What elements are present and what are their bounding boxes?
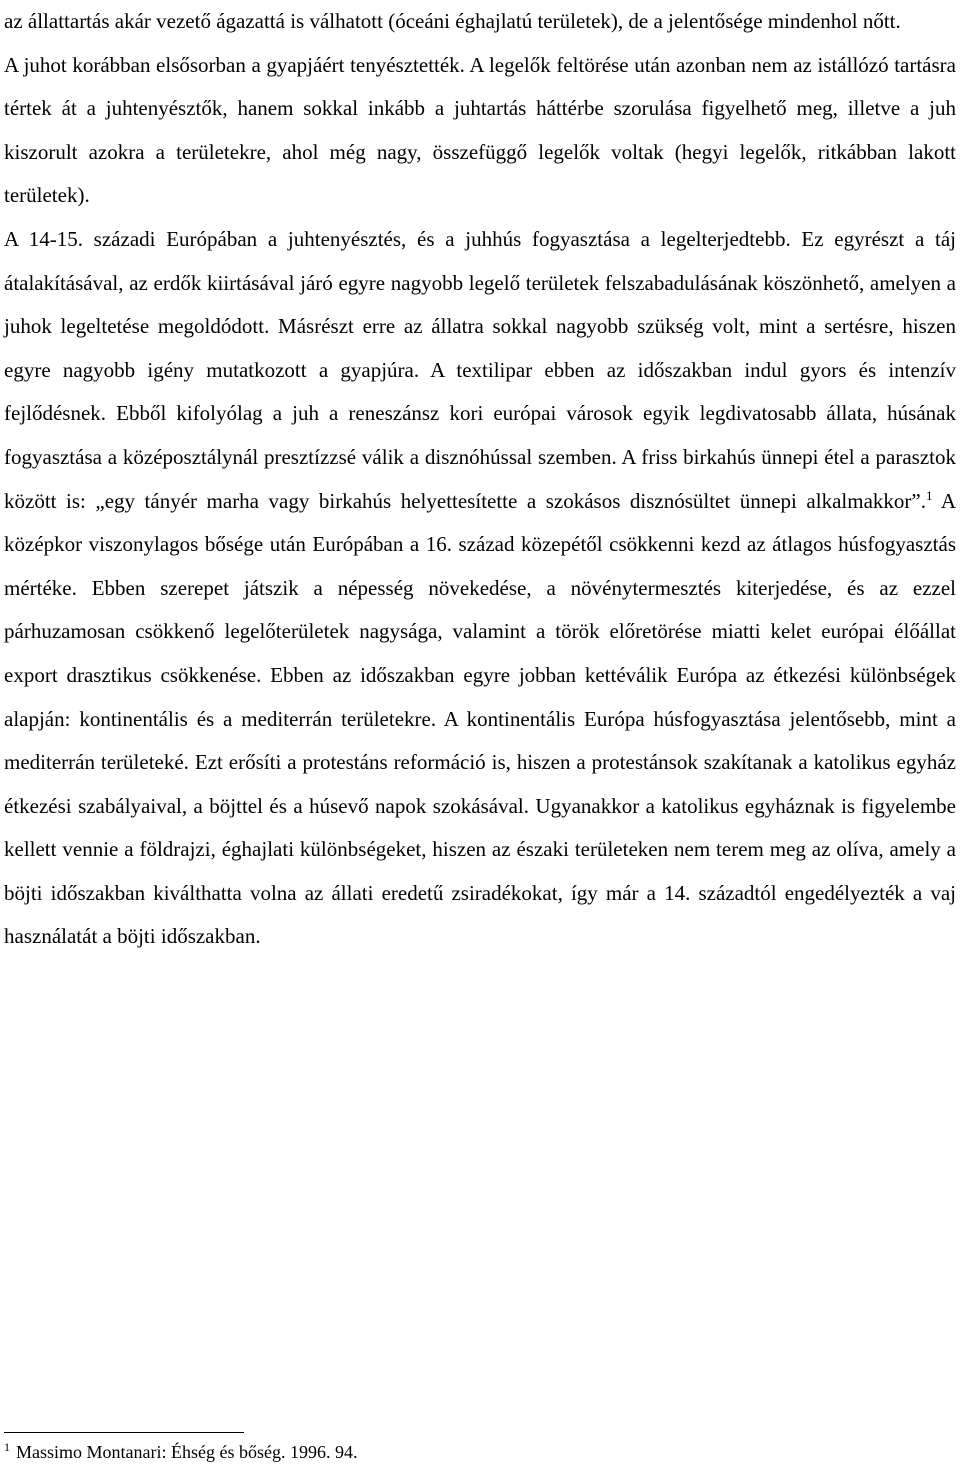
paragraph-3-text: A 14-15. századi Európában a juhtenyésztés, és a juhhús fogyasztása a legelterjedtebb. Ez egyrészt a táj átalakításával, az erdők kiirtásával járó egyre nagyobb legelő területek felszabadulásának köszönhető, amelyen a juhok legeltetése megoldódott. Másrészt erre az állatra sokkal nagyobb szükség volt, mint a sertésre, hiszen egyre nagyobb igény mutatkozott a gyapjúra. A textilipar ebben az időszakban indul gyors és intenzív fejlődésnek. Ebből kifolyólag a juh a reneszánsz kori európai városok egyik legdivatosabb állata, húsának fogyasztása a középosztálynál presztízzsé válik a disznóhússal szemben. A friss birkahús ünnepi étel a parasztok között is: „egy tányér marha vagy birkahús helyettesítette a szokásos disznósültet ünnepi alkalmakkor”. xyxy=(4,226,956,513)
footnote-number: 1 xyxy=(4,1440,10,1454)
paragraph-3-continuation: A középkor viszonylagos bősége után Európában a 16. század közepétől csökkenni kezd az átlagos húsfogyasztás mértéke. Ebben szerepet játszik a népesség növekedése, a növénytermesztés kiterjedése, és az ezzel párhuzamosan csökkenő legelőterületek nagysága, valamint a török előretörése miatti kelet európai élőállat export drasztikus csökkenése. Ebben az időszakban egyre jobban kettéválik Európa az étkezési különbségek alapján: kontinentális és a mediterrán területekre. A kontinentális Európa húsfogyasztása jelentősebb, mint a mediterrán területeké. Ezt erősíti a protestáns reformáció is, hiszen a protestánsok szakítanak a katolikus egyház étkezési szabályaival, a böjttel és a húsevő napok szokásával. Ugyanakkor a katolikus egyháznak is figyelembe kellett vennie a földrajzi, éghajlati különbségeket, hiszen az északi területeken nem terem meg az olíva, amely a böjti időszakban kiválthatta volna az állati eredetű zsiradékokat, így már a 14. századtól engedélyezték a vaj használatát a böjti időszakban. xyxy=(4,488,956,949)
footnote-text: Massimo Montanari: Éhség és bőség. 1996. 94. xyxy=(16,1442,358,1462)
footnote xyxy=(4,1440,357,1464)
paragraph-1: az állattartás akár vezető ágazattá is válhatott (óceáni éghajlatú területek), de a jelentősége mindenhol nőtt. xyxy=(4,9,901,33)
footnote-separator xyxy=(4,1432,244,1433)
paragraph-2: A juhot korábban elsősorban a gyapjáért tenyésztették. A legelők feltörése után azonban nem az istállózó tartásra tértek át a juhtenyésztők, hanem sokkal inkább a juhtartás háttérbe szorulása figyelhető meg, illetve a juh kiszorult azokra a területekre, ahol még nagy, összefüggő legelők voltak (hegyi legelők, ritkábban lakott területek). xyxy=(4,52,956,208)
paragraph-3 xyxy=(4,218,956,959)
footnote-reference[interactable]: 1 xyxy=(925,487,933,503)
body-text xyxy=(4,0,956,959)
